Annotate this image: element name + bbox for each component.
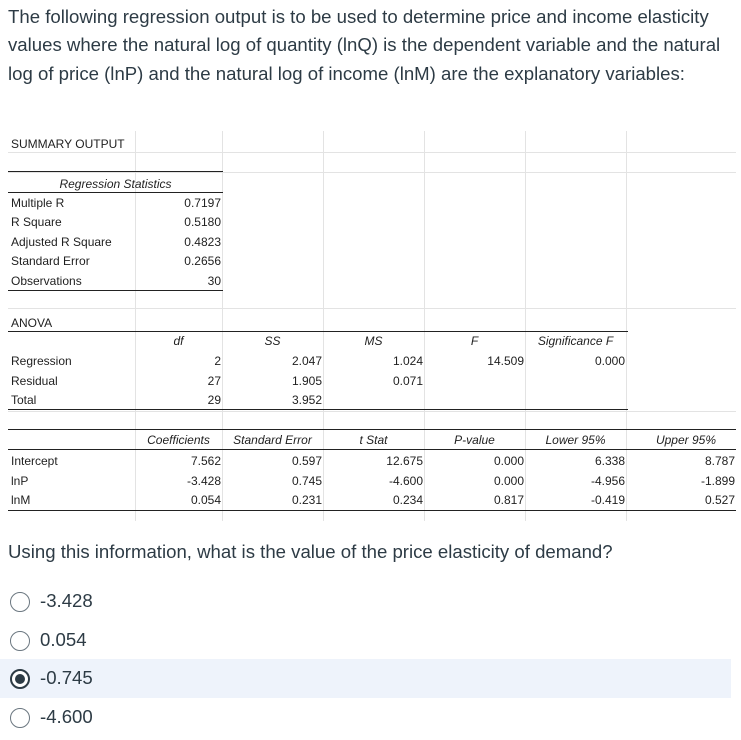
radio-button-selected[interactable]	[10, 669, 30, 689]
answer-choice[interactable]	[0, 698, 731, 737]
anova-header-ms: MS	[364, 334, 383, 348]
coef-se: 0.745	[291, 474, 322, 488]
radio-button[interactable]	[10, 631, 30, 651]
coef-se: 0.597	[291, 454, 322, 468]
answer-choice-label: -3.428	[40, 590, 93, 611]
radio-button[interactable]	[10, 592, 30, 612]
anova-df: 2	[214, 354, 221, 368]
stat-label: Standard Error	[11, 254, 90, 268]
stat-value: 0.2656	[184, 254, 221, 268]
coef-row-label: Intercept	[11, 454, 58, 468]
anova-header-f: F	[470, 334, 479, 348]
anova-row-label: Regression	[11, 354, 72, 368]
table-rule	[8, 192, 223, 193]
anova-header-sigf: Significance F	[537, 334, 614, 348]
anova-df: 27	[207, 374, 221, 388]
stat-value: 30	[207, 274, 221, 288]
stat-value: 0.5180	[184, 215, 221, 229]
regression-output-table	[8, 131, 736, 521]
gridline	[8, 308, 736, 309]
coef-header-coefficients: Coefficients	[147, 433, 210, 447]
answer-choice-selected[interactable]	[0, 659, 731, 698]
coef-row-label: lnP	[11, 474, 29, 488]
stat-value: 0.4823	[184, 235, 221, 249]
table-rule	[8, 510, 736, 511]
table-rule	[8, 171, 223, 172]
table-rule	[8, 409, 628, 410]
anova-title: ANOVA	[11, 316, 53, 330]
coef-tstat: 12.675	[386, 454, 423, 468]
stat-label: R Square	[11, 215, 62, 229]
coef-upper95: -1.899	[700, 474, 735, 488]
coef-lower95: -4.956	[590, 474, 625, 488]
answer-choice-label: -0.745	[40, 667, 93, 688]
summary-title: SUMMARY OUTPUT	[11, 137, 125, 151]
anova-sigf: 0.000	[594, 354, 625, 368]
coef-tstat: -4.600	[388, 474, 423, 488]
anova-ss: 1.905	[291, 374, 322, 388]
coef-header-tstat: t Stat	[359, 433, 388, 447]
coef-header-upper95: Upper 95%	[655, 433, 717, 447]
answer-choice-label: 0.054	[40, 629, 87, 650]
stat-label: Observations	[11, 274, 82, 288]
coef-header-pvalue: P-value	[454, 433, 495, 447]
anova-f: 14.509	[487, 354, 524, 368]
question-text: The following regression output is to be used to determine price and income elasticity values where the natural log of quantity (lnQ) is the dependent variable and the natural log of price (lnP) and the natural log of income (lnM) are the explanatory variables:	[8, 6, 721, 84]
gridline	[626, 131, 627, 521]
coef-lower95: 6.338	[594, 454, 625, 468]
coef-tstat: 0.234	[392, 493, 423, 507]
coef-value: 0.054	[190, 493, 221, 507]
gridline	[8, 152, 736, 153]
table-rule	[8, 429, 736, 430]
anova-header-ss: SS	[264, 334, 281, 348]
gridline	[8, 411, 736, 412]
coef-upper95: 0.527	[704, 493, 735, 507]
anova-ss: 2.047	[291, 354, 322, 368]
question-prompt: Using this information, what is the value of the price elasticity of demand?	[8, 541, 613, 562]
coef-value: 7.562	[190, 454, 221, 468]
anova-df: 29	[207, 393, 221, 407]
coef-header-lower95: Lower 95%	[545, 433, 606, 447]
coef-value: -3.428	[186, 474, 221, 488]
gridline	[8, 172, 736, 173]
answer-choice[interactable]	[0, 582, 731, 621]
anova-ms: 1.024	[392, 354, 423, 368]
stat-label: Multiple R	[11, 196, 65, 210]
answer-choice[interactable]	[0, 621, 731, 660]
answer-choice-label: -4.600	[40, 706, 93, 727]
stats-header: Regression Statistics	[59, 177, 172, 191]
anova-ms: 0.071	[392, 374, 423, 388]
table-rule	[8, 290, 223, 291]
coef-header-se: Standard Error	[233, 433, 312, 447]
radio-button[interactable]	[10, 708, 30, 728]
coef-pvalue: 0.000	[493, 474, 524, 488]
table-rule	[8, 449, 736, 450]
coef-pvalue: 0.000	[493, 454, 524, 468]
stat-value: 0.7197	[184, 196, 221, 210]
anova-row-label: Total	[11, 393, 37, 407]
coef-row-label: lnM	[11, 493, 31, 507]
coef-lower95: -0.419	[590, 493, 625, 507]
coef-se: 0.231	[291, 493, 322, 507]
anova-header-df: df	[173, 334, 184, 348]
anova-row-label: Residual	[11, 374, 58, 388]
anova-ss: 3.952	[291, 393, 322, 407]
coef-upper95: 8.787	[704, 454, 735, 468]
stat-label: Adjusted R Square	[11, 235, 112, 249]
coef-pvalue: 0.817	[493, 493, 524, 507]
table-rule	[8, 331, 628, 332]
